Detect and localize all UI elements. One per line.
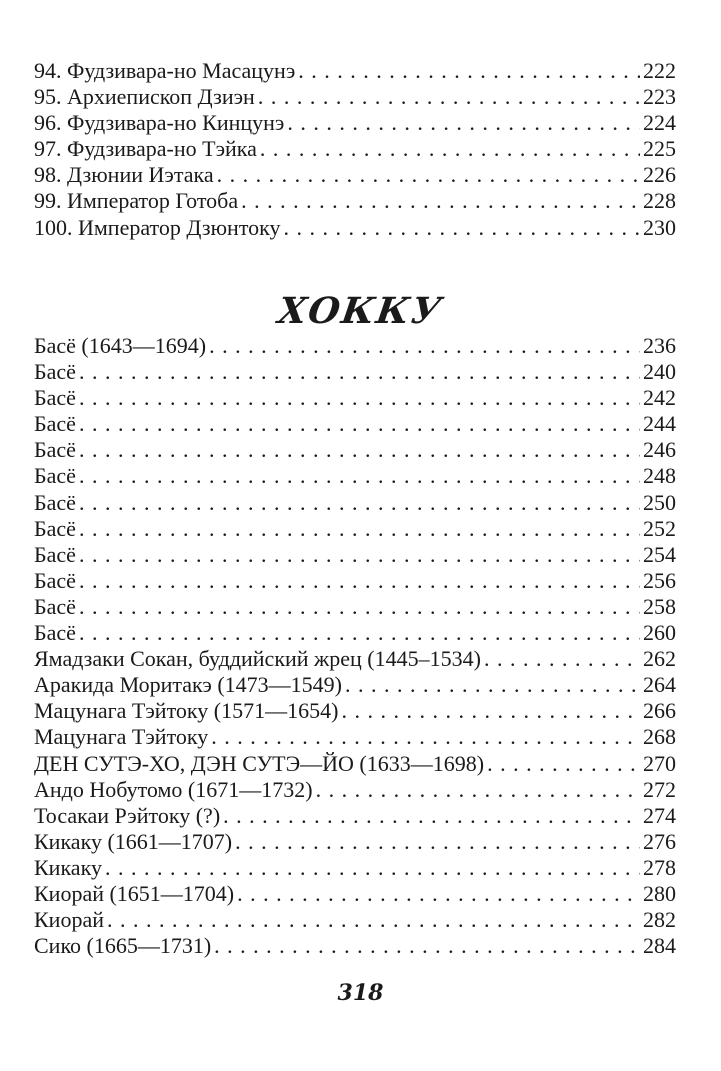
- toc-entry-page: 244: [643, 411, 676, 437]
- dot-leader: [484, 646, 640, 672]
- toc-entry-page: 266: [643, 698, 676, 724]
- dot-leader: [79, 542, 640, 568]
- toc-entry: [34, 907, 676, 933]
- dot-leader: [79, 568, 640, 594]
- toc-entry-page: 280: [643, 880, 676, 906]
- toc-entry: [34, 881, 676, 907]
- dot-leader: [79, 490, 640, 516]
- toc-entry: [34, 215, 676, 241]
- toc-entry-title: Сико (1665—1731): [34, 933, 212, 959]
- dot-leader: [209, 333, 640, 359]
- toc-entry: [34, 594, 676, 620]
- toc-entry: [34, 568, 676, 594]
- dot-leader: [79, 516, 640, 542]
- toc-entry-page: 282: [643, 907, 676, 933]
- toc-entry: [34, 58, 676, 84]
- toc-entry-title: Тосакаи Рэйтоку (?): [34, 802, 221, 828]
- toc-entry: [34, 411, 676, 437]
- dot-leader: [105, 855, 640, 881]
- dot-leader: [107, 907, 640, 933]
- dot-leader: [79, 594, 640, 620]
- toc-entry-title: Басё: [34, 359, 76, 385]
- toc-entry-page: 223: [643, 84, 676, 110]
- toc-entry-title: Басё: [34, 515, 76, 541]
- toc-entry-title: Кикаку (1661—1707): [34, 828, 233, 854]
- toc-entry-page: 268: [643, 724, 676, 750]
- toc-entry-title: Басё: [34, 489, 76, 515]
- toc-entry-title: Басё: [34, 437, 76, 463]
- dot-leader: [79, 411, 640, 437]
- toc-entry-page: 258: [643, 593, 676, 619]
- toc-entry-page: 246: [643, 437, 676, 463]
- dot-leader: [211, 724, 640, 750]
- toc-entry: [34, 333, 676, 359]
- toc-entry-title: Басё (1643—1694): [34, 333, 207, 358]
- toc-entry: [34, 162, 676, 188]
- toc-entry-title: Аракида Моритакэ (1473—1549): [34, 672, 342, 698]
- dot-leader: [260, 136, 640, 162]
- toc-entry: [34, 855, 676, 881]
- toc-entry: [34, 829, 676, 855]
- toc-list-tanka: [34, 58, 676, 241]
- dot-leader: [341, 698, 640, 724]
- toc-entry: [34, 698, 676, 724]
- toc-entry-page: 240: [643, 359, 676, 385]
- toc-entry-title: Басё: [34, 411, 76, 437]
- toc-entry-page: 262: [643, 646, 676, 672]
- toc-entry-page: 276: [643, 828, 676, 854]
- toc-entry-title: Андо Нобутомо (1671—1732): [34, 776, 313, 802]
- dot-leader: [287, 110, 640, 136]
- toc-entry-title: 94. Фудзивара-но Масацунэ: [34, 58, 296, 83]
- toc-entry-title: 99. Император Готоба: [34, 188, 239, 214]
- toc-entry: [34, 672, 676, 698]
- dot-leader: [316, 777, 640, 803]
- toc-entry-page: 226: [643, 162, 676, 188]
- toc-entry: [34, 437, 676, 463]
- toc-entry-title: Басё: [34, 593, 76, 619]
- dot-leader: [223, 803, 640, 829]
- dot-leader: [284, 215, 640, 241]
- toc-entry: [34, 110, 676, 136]
- toc-entry: [34, 385, 676, 411]
- dot-leader: [217, 162, 640, 188]
- toc-entry: [34, 490, 676, 516]
- toc-entry-title: Басё: [34, 541, 76, 567]
- toc-entry: [34, 136, 676, 162]
- toc-entry-title: 100. Император Дзюнтоку: [34, 214, 281, 240]
- toc-entry-page: 250: [643, 489, 676, 515]
- toc-entry-page: 236: [643, 333, 676, 358]
- toc-entry-page: 270: [643, 750, 676, 776]
- toc-entry-page: 222: [643, 58, 676, 83]
- toc-list-haiku: [34, 333, 676, 959]
- dot-leader: [235, 829, 640, 855]
- toc-entry: [34, 777, 676, 803]
- toc-entry-page: 254: [643, 541, 676, 567]
- toc-entry: [34, 724, 676, 750]
- toc-entry: [34, 188, 676, 214]
- dot-leader: [79, 620, 640, 646]
- toc-entry-page: 224: [643, 110, 676, 136]
- toc-entry-page: 272: [643, 776, 676, 802]
- dot-leader: [258, 84, 640, 110]
- toc-entry-title: 95. Архиепископ Дзиэн: [34, 84, 255, 110]
- section-heading: ХОККУ: [275, 290, 446, 332]
- toc-entry-title: Мацунага Тэйтоку: [34, 724, 209, 750]
- toc-entry: [34, 646, 676, 672]
- toc-entry: [34, 803, 676, 829]
- dot-leader: [214, 933, 640, 959]
- dot-leader: [241, 188, 640, 214]
- toc-entry: [34, 620, 676, 646]
- toc-entry-page: 225: [643, 136, 676, 162]
- toc-entry-page: 274: [643, 802, 676, 828]
- dot-leader: [487, 751, 640, 777]
- dot-leader: [237, 881, 640, 907]
- dot-leader: [79, 385, 640, 411]
- toc-entry-title: Киорай (1651—1704): [34, 880, 235, 906]
- toc-entry: [34, 751, 676, 777]
- toc-entry-title: Ямадзаки Сокан, буддийский жрец (1445–1534): [34, 646, 481, 672]
- toc-entry-page: 260: [643, 620, 676, 646]
- toc-entry-page: 228: [643, 188, 676, 214]
- toc-entry-title: ДЕН СУТЭ-ХО, ДЭН СУТЭ—ЙО (1633—1698): [34, 750, 485, 776]
- dot-leader: [79, 463, 640, 489]
- page-number: 318: [337, 980, 384, 1006]
- dot-leader: [345, 672, 640, 698]
- toc-entry: [34, 542, 676, 568]
- toc-entry-page: 278: [643, 854, 676, 880]
- toc-entry-page: 264: [643, 672, 676, 698]
- toc-entry-page: 248: [643, 463, 676, 489]
- toc-entry-page: 252: [643, 515, 676, 541]
- toc-entry: [34, 933, 676, 959]
- toc-entry-title: 98. Дзюнии Иэтака: [34, 162, 214, 188]
- dot-leader: [79, 437, 640, 463]
- toc-entry-title: Мацунага Тэйтоку (1571—1654): [34, 698, 339, 724]
- toc-entry-title: Киорай: [34, 907, 104, 933]
- toc-entry-title: Басё: [34, 385, 76, 411]
- toc-entry: [34, 463, 676, 489]
- dot-leader: [298, 58, 640, 84]
- toc-entry-page: 230: [643, 214, 676, 240]
- toc-entry-title: Басё: [34, 567, 76, 593]
- toc-entry-page: 256: [643, 567, 676, 593]
- toc-entry-title: 96. Фудзивара-но Кинцунэ: [34, 110, 285, 136]
- toc-entry: [34, 84, 676, 110]
- toc-entry-title: Басё: [34, 463, 76, 489]
- toc-entry-title: Басё: [34, 620, 76, 646]
- toc-entry-title: 97. Фудзивара-но Тэйка: [34, 136, 257, 162]
- toc-entry-page: 284: [643, 933, 676, 959]
- toc-entry-page: 242: [643, 385, 676, 411]
- toc-entry: [34, 516, 676, 542]
- toc-entry-title: Кикаку: [34, 854, 102, 880]
- toc-entry: [34, 359, 676, 385]
- dot-leader: [79, 359, 640, 385]
